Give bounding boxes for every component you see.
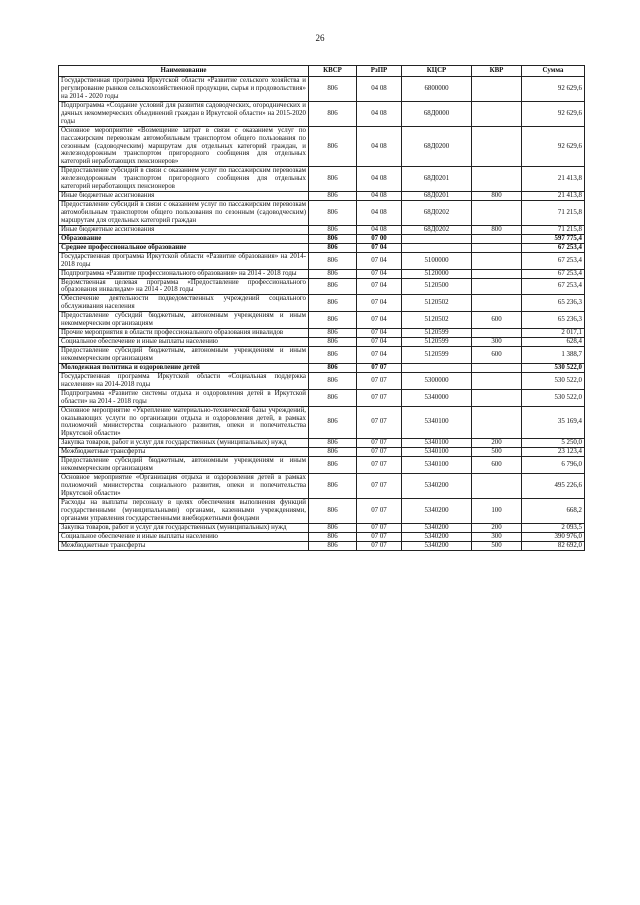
table-row	[59, 541, 585, 550]
row-rzpr-cell: 07 04	[357, 347, 402, 364]
row-sum-cell: 21 413,8	[522, 192, 585, 201]
row-kcsr-cell: 5100000	[402, 252, 472, 269]
row-rzpr-cell: 04 08	[357, 77, 402, 102]
column-header-name: Наименование	[59, 66, 309, 77]
row-kvr-cell	[472, 372, 522, 389]
row-kcsr-cell: 5120599	[402, 338, 472, 347]
row-sum-cell: 67 253,4	[522, 243, 585, 252]
row-kvsr-cell: 806	[309, 234, 357, 243]
table-row	[59, 457, 585, 474]
row-kcsr-cell: 68Д0000	[402, 101, 472, 126]
row-rzpr-cell: 07 07	[357, 474, 402, 499]
row-kvr-cell	[472, 474, 522, 499]
row-kvsr-cell: 806	[309, 347, 357, 364]
row-sum-cell: 495 226,6	[522, 474, 585, 499]
row-kcsr-cell: 5340200	[402, 523, 472, 532]
table-row	[59, 406, 585, 439]
row-rzpr-cell: 04 08	[357, 225, 402, 234]
row-name-cell: Закупка товаров, работ и услуг для государственных (муниципальных) нужд	[59, 439, 309, 448]
row-sum-cell: 530 522,0	[522, 372, 585, 389]
row-name-cell: Подпрограмма «Создание условий для развития садоводческих, огороднических и дачных некоммерческих объединений граждан в Иркутской области» на 2015-2020 годы	[59, 101, 309, 126]
row-sum-cell: 71 215,8	[522, 201, 585, 226]
row-kvsr-cell: 806	[309, 363, 357, 372]
column-header-kvr: КВР	[472, 66, 522, 77]
row-name-cell: Обеспечение деятельности подведомственных учреждений социального обслуживания населения	[59, 295, 309, 312]
row-kvr-cell	[472, 167, 522, 192]
row-kvsr-cell: 806	[309, 295, 357, 312]
row-kvr-cell	[472, 269, 522, 278]
header-row	[59, 66, 585, 77]
row-sum-cell: 597 775,4	[522, 234, 585, 243]
row-sum-cell: 65 236,3	[522, 312, 585, 329]
row-sum-cell: 530 522,0	[522, 363, 585, 372]
row-kvsr-cell: 806	[309, 474, 357, 499]
row-sum-cell: 21 413,8	[522, 167, 585, 192]
table-row	[59, 101, 585, 126]
row-sum-cell: 92 629,6	[522, 126, 585, 167]
row-rzpr-cell: 04 08	[357, 167, 402, 192]
row-kcsr-cell: 5120599	[402, 347, 472, 364]
row-name-cell: Прочие мероприятия в области профессионального образования инвалидов	[59, 329, 309, 338]
row-rzpr-cell: 07 04	[357, 329, 402, 338]
row-kvsr-cell: 806	[309, 126, 357, 167]
row-kvr-cell: 300	[472, 532, 522, 541]
table-row	[59, 389, 585, 406]
row-name-cell: Межбюджетные трансферты	[59, 541, 309, 550]
table-row	[59, 243, 585, 252]
row-kcsr-cell: 5300000	[402, 372, 472, 389]
row-kcsr-cell: 5340200	[402, 474, 472, 499]
table-row	[59, 201, 585, 226]
row-name-cell: Предоставление субсидий бюджетным, автономным учреждениям и иным некоммерческим организациям	[59, 457, 309, 474]
row-kcsr-cell: 5340000	[402, 389, 472, 406]
row-kvr-cell	[472, 243, 522, 252]
row-kvsr-cell: 806	[309, 101, 357, 126]
row-kcsr-cell: 5340200	[402, 498, 472, 523]
row-rzpr-cell: 07 04	[357, 338, 402, 347]
row-kvsr-cell: 806	[309, 243, 357, 252]
row-kcsr-cell: 5120500	[402, 278, 472, 295]
row-kcsr-cell: 5120599	[402, 329, 472, 338]
row-kvr-cell: 500	[472, 448, 522, 457]
row-rzpr-cell: 07 07	[357, 541, 402, 550]
row-sum-cell: 1 388,7	[522, 347, 585, 364]
row-kvr-cell	[472, 234, 522, 243]
row-sum-cell: 390 976,0	[522, 532, 585, 541]
row-kcsr-cell: 68Д0202	[402, 225, 472, 234]
row-sum-cell: 668,2	[522, 498, 585, 523]
table-row	[59, 363, 585, 372]
row-name-cell: Молодежная политика и оздоровление детей	[59, 363, 309, 372]
row-kcsr-cell: 68Д0201	[402, 192, 472, 201]
row-rzpr-cell: 04 08	[357, 126, 402, 167]
table-row	[59, 312, 585, 329]
row-rzpr-cell: 04 08	[357, 201, 402, 226]
row-kvsr-cell: 806	[309, 439, 357, 448]
row-name-cell: Среднее профессиональное образование	[59, 243, 309, 252]
row-kvr-cell	[472, 329, 522, 338]
row-sum-cell: 92 629,6	[522, 101, 585, 126]
table-body	[59, 77, 585, 551]
row-rzpr-cell: 07 04	[357, 295, 402, 312]
row-kvsr-cell: 806	[309, 278, 357, 295]
table-row	[59, 338, 585, 347]
row-rzpr-cell: 07 07	[357, 389, 402, 406]
page-number: 26	[315, 33, 325, 43]
budget-table	[58, 65, 585, 551]
row-name-cell: Социальное обеспечение и иные выплаты населению	[59, 338, 309, 347]
row-kcsr-cell: 5340100	[402, 457, 472, 474]
row-kvsr-cell: 806	[309, 252, 357, 269]
row-sum-cell: 71 215,8	[522, 225, 585, 234]
row-kvsr-cell: 806	[309, 329, 357, 338]
row-name-cell: Предоставление субсидий бюджетным, автономным учреждениям и иным некоммерческим организациям	[59, 312, 309, 329]
row-name-cell: Предоставление субсидий в связи с оказанием услуг по пассажирским перевозкам железнодорожным транспортом пригородного сообщения для отдельных категорий неработающих пенсионеров	[59, 167, 309, 192]
row-kvr-cell	[472, 126, 522, 167]
row-kvr-cell	[472, 278, 522, 295]
row-sum-cell: 67 253,4	[522, 269, 585, 278]
row-kvr-cell: 800	[472, 225, 522, 234]
row-kvsr-cell: 806	[309, 167, 357, 192]
row-kcsr-cell: 68Д0200	[402, 126, 472, 167]
row-kvsr-cell: 806	[309, 406, 357, 439]
row-sum-cell: 65 236,3	[522, 295, 585, 312]
row-kcsr-cell	[402, 234, 472, 243]
row-name-cell: Закупка товаров, работ и услуг для государственных (муниципальных) нужд	[59, 523, 309, 532]
row-name-cell: Подпрограмма «Развитие профессионального образования» на 2014 - 2018 годы	[59, 269, 309, 278]
table-row	[59, 372, 585, 389]
row-rzpr-cell: 07 00	[357, 234, 402, 243]
row-sum-cell: 2 017,1	[522, 329, 585, 338]
row-kvr-cell	[472, 101, 522, 126]
row-kcsr-cell: 5120000	[402, 269, 472, 278]
column-header-rzpr: РзПР	[357, 66, 402, 77]
table-row	[59, 77, 585, 102]
row-rzpr-cell: 07 07	[357, 406, 402, 439]
row-name-cell: Образование	[59, 234, 309, 243]
row-rzpr-cell: 07 07	[357, 372, 402, 389]
row-kvr-cell: 300	[472, 338, 522, 347]
row-kvr-cell: 600	[472, 347, 522, 364]
row-kvr-cell: 500	[472, 541, 522, 550]
row-rzpr-cell: 07 07	[357, 532, 402, 541]
row-kcsr-cell: 5340100	[402, 406, 472, 439]
row-kvr-cell: 600	[472, 312, 522, 329]
row-name-cell: Основное мероприятие «Организация отдыха и оздоровления детей в рамках полномочий министерства социального развития, опеки и попечительства Иркутской области»	[59, 474, 309, 499]
row-kvr-cell	[472, 406, 522, 439]
row-kvsr-cell: 806	[309, 372, 357, 389]
row-rzpr-cell: 07 07	[357, 457, 402, 474]
row-kvsr-cell: 806	[309, 312, 357, 329]
column-header-kcsr: КЦСР	[402, 66, 472, 77]
row-name-cell: Иные бюджетные ассигнования	[59, 225, 309, 234]
row-kvsr-cell: 806	[309, 269, 357, 278]
row-name-cell: Межбюджетные трансферты	[59, 448, 309, 457]
row-sum-cell: 67 253,4	[522, 278, 585, 295]
table-row	[59, 278, 585, 295]
row-kcsr-cell: 5120502	[402, 312, 472, 329]
row-name-cell: Расходы на выплаты персоналу в целях обеспечения выполнения функций государственными (муниципальными) органами, казенными учреждениями, органами управления государственными внебюджетными фондами	[59, 498, 309, 523]
row-rzpr-cell: 07 04	[357, 278, 402, 295]
row-kcsr-cell: 5340100	[402, 439, 472, 448]
row-kvr-cell	[472, 77, 522, 102]
row-kcsr-cell: 6800000	[402, 77, 472, 102]
table-row	[59, 474, 585, 499]
row-kvr-cell	[472, 201, 522, 226]
row-rzpr-cell: 07 04	[357, 269, 402, 278]
row-rzpr-cell: 04 08	[357, 101, 402, 126]
table-row	[59, 532, 585, 541]
row-rzpr-cell: 07 07	[357, 498, 402, 523]
column-header-kvsr: КВСР	[309, 66, 357, 77]
row-kcsr-cell: 5340200	[402, 541, 472, 550]
row-kcsr-cell: 68Д0201	[402, 167, 472, 192]
table-row	[59, 439, 585, 448]
row-kvsr-cell: 806	[309, 338, 357, 347]
row-name-cell: Предоставление субсидий в связи с оказанием услуг по пассажирским перевозкам автомобильным транспортом общего пользования по сезонным (садоводческим) маршрутам для отдельных категорий граждан	[59, 201, 309, 226]
row-kvsr-cell: 806	[309, 201, 357, 226]
row-kvsr-cell: 806	[309, 77, 357, 102]
row-sum-cell: 5 250,0	[522, 439, 585, 448]
table-row	[59, 347, 585, 364]
table-row	[59, 269, 585, 278]
row-name-cell: Основное мероприятие «Укрепление материально-технической базы учреждений, оказывающих услуги по организации отдыха и оздоровления детей, в рамках полномочий министерства социального развития, опеки и попечительства Иркутской области»	[59, 406, 309, 439]
row-rzpr-cell: 07 04	[357, 252, 402, 269]
table-row	[59, 225, 585, 234]
row-kcsr-cell: 5340200	[402, 532, 472, 541]
row-sum-cell: 35 169,4	[522, 406, 585, 439]
table-header	[59, 66, 585, 77]
row-sum-cell: 628,4	[522, 338, 585, 347]
row-sum-cell: 2 093,5	[522, 523, 585, 532]
row-sum-cell: 530 522,0	[522, 389, 585, 406]
table-row	[59, 192, 585, 201]
row-name-cell: Государственная программа Иркутской области «Социальная поддержка населения» на 2014-2018 годы	[59, 372, 309, 389]
row-kvsr-cell: 806	[309, 225, 357, 234]
table-row	[59, 498, 585, 523]
row-sum-cell: 67 253,4	[522, 252, 585, 269]
row-kvr-cell: 100	[472, 498, 522, 523]
row-kvsr-cell: 806	[309, 541, 357, 550]
row-name-cell: Основное мероприятие «Возмещение затрат в связи с оказанием услуг по пассажирским перевозкам автомобильным транспортом общего пользования по сезонным (садоводческим) маршрутам для отдельных категорий граждан, и железнодорожным транспортом пригородного сообщения для отдельных категорий неработающих пенсионеров»	[59, 126, 309, 167]
row-kvsr-cell: 806	[309, 498, 357, 523]
row-kcsr-cell: 68Д0202	[402, 201, 472, 226]
row-name-cell: Государственная программа Иркутской области «Развитие сельского хозяйства и регулирование рынков сельскохозяйственной продукции, сырья и продовольствия» на 2014 - 2020 годы	[59, 77, 309, 102]
row-name-cell: Ведомственная целевая программа «Предоставление профессионального образования инвалидам» на 2014 - 2018 годы	[59, 278, 309, 295]
row-rzpr-cell: 07 07	[357, 439, 402, 448]
table-row	[59, 167, 585, 192]
row-kvr-cell	[472, 295, 522, 312]
row-sum-cell: 92 629,6	[522, 77, 585, 102]
table-row	[59, 448, 585, 457]
row-name-cell: Предоставление субсидий бюджетным, автономным учреждениям и иным некоммерческим организациям	[59, 347, 309, 364]
row-kvr-cell	[472, 252, 522, 269]
row-kvr-cell: 200	[472, 523, 522, 532]
row-kvsr-cell: 806	[309, 192, 357, 201]
row-rzpr-cell: 07 04	[357, 312, 402, 329]
row-sum-cell: 6 796,0	[522, 457, 585, 474]
row-name-cell: Подпрограмма «Развитие системы отдыха и оздоровления детей в Иркутской области» на 2014 - 2018 годы	[59, 389, 309, 406]
row-kcsr-cell	[402, 243, 472, 252]
row-name-cell: Иные бюджетные ассигнования	[59, 192, 309, 201]
row-kvsr-cell: 806	[309, 457, 357, 474]
row-rzpr-cell: 04 08	[357, 192, 402, 201]
row-name-cell: Социальное обеспечение и иные выплаты населению	[59, 532, 309, 541]
table-row	[59, 126, 585, 167]
row-rzpr-cell: 07 04	[357, 243, 402, 252]
table-row	[59, 329, 585, 338]
column-header-sum: Сумма	[522, 66, 585, 77]
row-kvr-cell: 600	[472, 457, 522, 474]
row-kcsr-cell	[402, 363, 472, 372]
row-sum-cell: 82 692,0	[522, 541, 585, 550]
row-rzpr-cell: 07 07	[357, 523, 402, 532]
row-kcsr-cell: 5340100	[402, 448, 472, 457]
row-kcsr-cell: 5120502	[402, 295, 472, 312]
table-row	[59, 295, 585, 312]
row-kvsr-cell: 806	[309, 532, 357, 541]
row-kvr-cell: 800	[472, 192, 522, 201]
table-row	[59, 252, 585, 269]
row-rzpr-cell: 07 07	[357, 363, 402, 372]
row-rzpr-cell: 07 07	[357, 448, 402, 457]
row-kvsr-cell: 806	[309, 389, 357, 406]
row-name-cell: Государственная программа Иркутской области «Развитие образования» на 2014-2018 годы	[59, 252, 309, 269]
row-kvsr-cell: 806	[309, 523, 357, 532]
row-kvr-cell	[472, 363, 522, 372]
row-sum-cell: 23 123,4	[522, 448, 585, 457]
row-kvsr-cell: 806	[309, 448, 357, 457]
row-kvr-cell: 200	[472, 439, 522, 448]
row-kvr-cell	[472, 389, 522, 406]
table-row	[59, 234, 585, 243]
table-row	[59, 523, 585, 532]
